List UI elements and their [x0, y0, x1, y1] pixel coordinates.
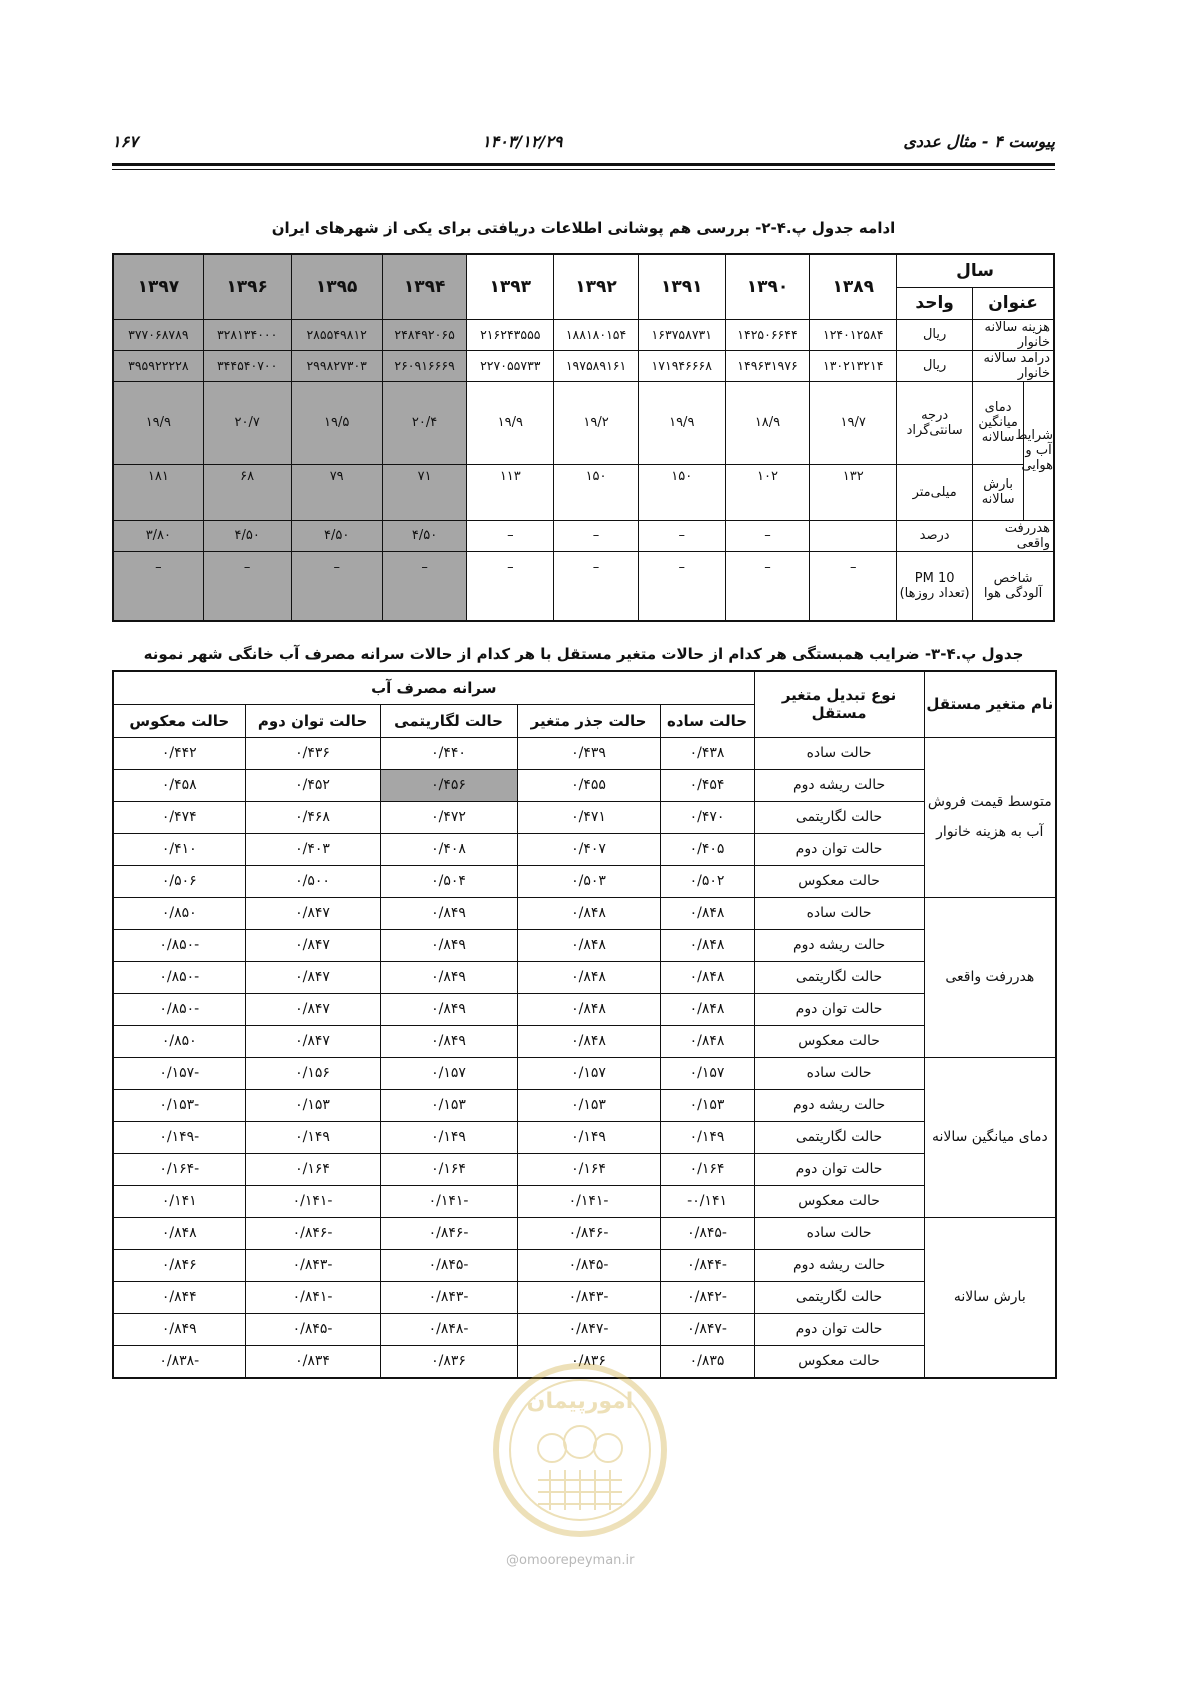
year-1390: ۱۳۹۰: [725, 254, 810, 319]
watermark-url: @omoorepeyman.ir: [506, 1553, 635, 1568]
correlation-cell: ۰/۴۳۶: [245, 737, 380, 769]
correlation-cell: ۰/۸۴۸: [113, 1217, 245, 1249]
transform-label: حالت لگاریتمی: [754, 961, 924, 993]
correlation-cell: ۰/۱۴۹: [380, 1121, 517, 1153]
cell: ۱۴۲۵۰۶۶۴۴: [725, 319, 810, 350]
header-title: عنوان: [973, 287, 1054, 319]
correlation-cell: ۰/۱۴۹: [245, 1121, 380, 1153]
correlation-cell: -۰/۸۵۰: [113, 961, 245, 993]
correlation-cell: ۰/۸۴۷: [245, 897, 380, 929]
correlation-cell: -۰/۱۴۱: [380, 1185, 517, 1217]
table-row: [113, 1089, 1056, 1121]
cell: –: [554, 520, 639, 551]
correlation-cell: ۰/۸۴۷: [245, 1025, 380, 1057]
cell: –: [467, 520, 554, 551]
cell: ۱۶۳۷۵۸۷۳۱: [638, 319, 725, 350]
correlation-cell: ۰/۸۴۹: [380, 929, 517, 961]
correlation-cell: ۰/۴۳۹: [517, 737, 660, 769]
cell: ۲۱۶۲۴۳۵۵۵: [467, 319, 554, 350]
correlation-cell: ۰/۴۰۷: [517, 833, 660, 865]
cell: ۱۹۷۵۸۹۱۶۱: [554, 350, 639, 381]
page-header: [112, 128, 1055, 166]
transform-label: حالت معکوس: [754, 865, 924, 897]
correlation-cell: ۰/۵۰۴: [380, 865, 517, 897]
correlation-cell: ۰/۴۰۸: [380, 833, 517, 865]
correlation-cell: ۰/۸۴۷: [245, 929, 380, 961]
cell: ۲۲۷۰۵۵۷۳۳: [467, 350, 554, 381]
cell: ۱۹/۲: [554, 381, 639, 464]
header-date: ۱۴۰۳/۱۲/۲۹: [482, 132, 563, 151]
transform-label: حالت لگاریتمی: [754, 1121, 924, 1153]
independent-variable-name: متوسط قیمت فروش آب به هزینه خانوار: [924, 737, 1056, 897]
cell: ۱۴۹۶۳۱۹۷۶: [725, 350, 810, 381]
correlation-cell: -۰/۱۵۳: [113, 1089, 245, 1121]
transform-label: حالت توان دوم: [754, 1153, 924, 1185]
transform-label: حالت ریشه دوم: [754, 1249, 924, 1281]
table-row: [113, 1249, 1056, 1281]
cell: ۱۳۰۲۱۳۲۱۴: [810, 350, 897, 381]
correlation-cell: -۰/۸۴۶: [380, 1217, 517, 1249]
table-row: [113, 737, 1056, 769]
transform-label: حالت توان دوم: [754, 833, 924, 865]
row-label: هدررفت واقعی: [973, 520, 1054, 551]
header-water-per-capita: سرانه مصرف آب: [113, 671, 754, 704]
cell: ۱۷۱۹۴۶۶۶۸: [638, 350, 725, 381]
row-unit: میلی‌متر: [897, 464, 973, 520]
correlation-cell: ۰/۸۴۹: [380, 897, 517, 929]
table-row: [113, 801, 1056, 833]
transform-label: حالت توان دوم: [754, 993, 924, 1025]
transform-label: حالت ریشه دوم: [754, 1089, 924, 1121]
correlation-cell: ۰/۸۳۶: [380, 1345, 517, 1378]
correlation-cell: ۰/۸۳۶: [517, 1345, 660, 1378]
table1-caption: ادامه جدول پ.۴-۲- بررسی هم پوشانی اطلاعات دریافتی برای یکی از شهرهای ایران: [271, 219, 896, 237]
correlation-cell: ۰/۴۵۲: [245, 769, 380, 801]
cell: –: [467, 551, 554, 621]
header-unit: واحد: [897, 287, 973, 319]
cell: ۱۹/۹: [467, 381, 554, 464]
table-row: [113, 1217, 1056, 1249]
header-dependent-state: حالت ساده: [660, 704, 754, 737]
correlation-cell: -۰/۸۵۰: [113, 929, 245, 961]
transform-label: حالت ریشه دوم: [754, 769, 924, 801]
correlation-cell: ۰/۱۵۷: [380, 1057, 517, 1089]
header-dependent-state: حالت جذر متغیر: [517, 704, 660, 737]
correlation-cell: -۰/۸۴۳: [245, 1249, 380, 1281]
header-dependent-state: حالت لگاریتمی: [380, 704, 517, 737]
cell: ۳۷۷۰۶۸۷۸۹: [113, 319, 203, 350]
correlation-cell: ۰/۸۵۰: [113, 897, 245, 929]
independent-variable-name: بارش سالانه: [924, 1217, 1056, 1378]
table-row: [113, 865, 1056, 897]
correlation-cell: ۰/۸۴۷: [245, 961, 380, 993]
correlation-cell: ۰/۴۷۰: [660, 801, 754, 833]
correlation-cell: ۰/۸۴۹: [113, 1313, 245, 1345]
cell: ۱۸۱: [113, 464, 203, 520]
year-1392: ۱۳۹۲: [554, 254, 639, 319]
transform-label: حالت لگاریتمی: [754, 801, 924, 833]
transform-label: حالت معکوس: [754, 1185, 924, 1217]
cell: ۲۹۹۸۲۷۳۰۳: [291, 350, 382, 381]
correlation-cell: ۰/۴۵۴: [660, 769, 754, 801]
data-overlap-table: [112, 253, 1055, 622]
cell: ۱۵۰: [554, 464, 639, 520]
correlation-cell: -۰/۱۴۱: [245, 1185, 380, 1217]
correlation-cell: -۰/۸۴۱: [245, 1281, 380, 1313]
transform-label: حالت ساده: [754, 1217, 924, 1249]
cell: ۲۶۰۹۱۶۶۶۹: [382, 350, 467, 381]
cell: –: [810, 551, 897, 621]
correlation-cell: ۰/۱۵۳: [660, 1089, 754, 1121]
row-unit: درجه سانتی‌گراد: [897, 381, 973, 464]
table-row: [113, 897, 1056, 929]
correlation-cell: ۰/۱۴۱: [113, 1185, 245, 1217]
cell: ۱۳۲: [810, 464, 897, 520]
correlation-cell: ۰/۵۰۰: [245, 865, 380, 897]
row-label: هزینه سالانه خانوار: [973, 319, 1054, 350]
watermark-logo-text: امورپیمان: [526, 1389, 634, 1414]
correlation-cell: ۰/۵۰۳: [517, 865, 660, 897]
correlation-cell: ۰/۱۵۶: [245, 1057, 380, 1089]
cell: ۱۸۸۱۸۰۱۵۴: [554, 319, 639, 350]
cell: ۱۱۳: [467, 464, 554, 520]
row-unit: ریال: [897, 350, 973, 381]
header-rule-thin: [112, 169, 1055, 170]
correlation-cell: ۰/۸۳۵: [660, 1345, 754, 1378]
header-rule: [112, 163, 1055, 166]
correlation-cell: -۰/۸۴۷: [517, 1313, 660, 1345]
correlation-cell: ۰/۸۴۷: [245, 993, 380, 1025]
table-row: [113, 1057, 1056, 1089]
cell: ۲۴۸۴۹۲۰۶۵: [382, 319, 467, 350]
cell: –: [554, 551, 639, 621]
correlation-cell: ۰/۴۵۶: [380, 769, 517, 801]
correlation-cell: ۰/۸۴۹: [380, 961, 517, 993]
correlation-cell: ۰/۴۱۰: [113, 833, 245, 865]
table-row: [113, 833, 1056, 865]
correlation-cell: -۰/۸۳۸: [113, 1345, 245, 1378]
cell: –: [291, 551, 382, 621]
correlation-cell: ۰/۸۴۴: [113, 1281, 245, 1313]
table-row: [113, 1121, 1056, 1153]
cell: ۳/۸۰: [113, 520, 203, 551]
correlation-cell: ۰/۴۰۳: [245, 833, 380, 865]
correlation-cell: ۰/۱۶۴: [660, 1153, 754, 1185]
correlation-cell: -۰/۸۴۷: [660, 1313, 754, 1345]
cell: ۲۰/۷: [203, 381, 291, 464]
independent-variable-name: دمای میانگین سالانه: [924, 1057, 1056, 1217]
correlation-cell: -۰/۸۴۸: [380, 1313, 517, 1345]
year-1394: ۱۳۹۴: [382, 254, 467, 319]
row-label: درامد سالانه خانوار: [973, 350, 1054, 381]
correlation-cell: -۰/۸۴۵: [660, 1217, 754, 1249]
correlation-cell: ۰/۴۵۵: [517, 769, 660, 801]
correlation-cell: ۰/۱۵۷: [517, 1057, 660, 1089]
correlation-cell: ۰/۱۵۷: [660, 1057, 754, 1089]
correlation-cell: ۰/۸۴۸: [517, 961, 660, 993]
cell: ۱۹/۹: [113, 381, 203, 464]
correlation-cell: ۰/۸۴۶: [113, 1249, 245, 1281]
row-unit: درصد: [897, 520, 973, 551]
correlation-cell: -۰/۸۵۰: [113, 993, 245, 1025]
cell: –: [638, 520, 725, 551]
cell: ۳۹۵۹۲۲۲۲۸: [113, 350, 203, 381]
cell: ۱۹/۵: [291, 381, 382, 464]
correlation-cell: ۰/۴۷۴: [113, 801, 245, 833]
cell: –: [382, 551, 467, 621]
correlation-cell: ۰/۴۴۲: [113, 737, 245, 769]
correlation-cell: ۰/۸۴۸: [660, 897, 754, 929]
table-row: [113, 929, 1056, 961]
correlation-cell: ۰/۸۴۸: [517, 897, 660, 929]
table-row: [113, 1185, 1056, 1217]
transform-label: حالت معکوس: [754, 1345, 924, 1378]
table-row: [113, 1153, 1056, 1185]
cell: ۲۸۵۵۴۹۸۱۲: [291, 319, 382, 350]
cell: ۱۸/۹: [725, 381, 810, 464]
correlation-cell: -۰/۸۴۴: [660, 1249, 754, 1281]
correlation-cell: -۰/۱۵۷: [113, 1057, 245, 1089]
correlation-cell: ۰/۸۴۸: [660, 929, 754, 961]
correlation-cell: ۰/۴۴۰: [380, 737, 517, 769]
cell: ۱۲۴۰۱۲۵۸۴: [810, 319, 897, 350]
correlation-table: [112, 670, 1057, 1379]
transform-label: حالت توان دوم: [754, 1313, 924, 1345]
climate-group-label: شرایط آب و هوایی: [1024, 381, 1054, 520]
transform-label: حالت ساده: [754, 737, 924, 769]
correlation-cell: -۰/۱۶۴: [113, 1153, 245, 1185]
correlation-cell: -۰/۱۴۹: [113, 1121, 245, 1153]
correlation-cell: ۰/۸۴۹: [380, 993, 517, 1025]
transform-label: حالت معکوس: [754, 1025, 924, 1057]
correlation-cell: ۰/۴۷۱: [517, 801, 660, 833]
cell: ۴/۵۰: [382, 520, 467, 551]
correlation-cell: ۰/۱۶۴: [517, 1153, 660, 1185]
correlation-cell: ۰/۱۵۳: [245, 1089, 380, 1121]
cell: ۲۰/۴: [382, 381, 467, 464]
correlation-cell: ۰/۱۴۱-: [660, 1185, 754, 1217]
table-row: [113, 961, 1056, 993]
header-year: سال: [897, 254, 1054, 287]
header-dependent-state: حالت توان دوم: [245, 704, 380, 737]
independent-variable-name: هدررفت واقعی: [924, 897, 1056, 1057]
table-row: [113, 1025, 1056, 1057]
cell: [810, 520, 897, 551]
cell: ۶۸: [203, 464, 291, 520]
correlation-cell: ۰/۸۴۸: [517, 993, 660, 1025]
correlation-cell: ۰/۴۳۸: [660, 737, 754, 769]
year-1397: ۱۳۹۷: [113, 254, 203, 319]
cell: ۳۲۸۱۳۴۰۰۰: [203, 319, 291, 350]
correlation-cell: -۰/۸۴۵: [380, 1249, 517, 1281]
correlation-cell: ۰/۴۰۵: [660, 833, 754, 865]
watermark-logo-icon: [490, 1360, 670, 1540]
cell: –: [725, 551, 810, 621]
header-var-name: نام متغیر مستقل: [924, 671, 1056, 737]
cell: –: [113, 551, 203, 621]
correlation-cell: ۰/۸۴۸: [517, 1025, 660, 1057]
table2-caption: جدول پ.۴-۳- ضرایب همبستگی هر کدام از حالات متغیر مستقل با هر کدام از حالات سرانه مصرف آب خانگی شهر نمونه: [143, 645, 1024, 663]
cell: ۱۹/۹: [638, 381, 725, 464]
correlation-cell: ۰/۵۰۲: [660, 865, 754, 897]
table-row: [113, 1281, 1056, 1313]
cell: –: [725, 520, 810, 551]
cell: ۱۹/۷: [810, 381, 897, 464]
cell: ۴/۵۰: [203, 520, 291, 551]
cell: ۴/۵۰: [291, 520, 382, 551]
cell: –: [638, 551, 725, 621]
correlation-cell: ۰/۸۴۸: [660, 993, 754, 1025]
correlation-cell: -۰/۸۴۳: [517, 1281, 660, 1313]
correlation-cell: ۰/۸۴۸: [517, 929, 660, 961]
year-1393: ۱۳۹۳: [467, 254, 554, 319]
cell: ۷۱: [382, 464, 467, 520]
transform-label: حالت لگاریتمی: [754, 1281, 924, 1313]
correlation-cell: ۰/۱۴۹: [517, 1121, 660, 1153]
correlation-cell: ۰/۸۴۹: [380, 1025, 517, 1057]
transform-label: حالت ریشه دوم: [754, 929, 924, 961]
correlation-cell: ۰/۱۶۴: [380, 1153, 517, 1185]
correlation-cell: ۰/۸۴۸: [660, 1025, 754, 1057]
row-label: بارش سالانه: [973, 464, 1024, 520]
cell: ۱۰۲: [725, 464, 810, 520]
cell: –: [203, 551, 291, 621]
year-1391: ۱۳۹۱: [638, 254, 725, 319]
correlation-cell: -۰/۸۴۲: [660, 1281, 754, 1313]
correlation-cell: ۰/۱۵۳: [517, 1089, 660, 1121]
correlation-cell: ۰/۴۵۸: [113, 769, 245, 801]
cell: ۱۵۰: [638, 464, 725, 520]
correlation-cell: -۰/۱۴۱: [517, 1185, 660, 1217]
transform-label: حالت ساده: [754, 897, 924, 929]
correlation-cell: ۰/۵۰۶: [113, 865, 245, 897]
row-label: دمای میانگین سالانه: [973, 381, 1024, 464]
correlation-cell: ۰/۸۳۴: [245, 1345, 380, 1378]
year-1395: ۱۳۹۵: [291, 254, 382, 319]
correlation-cell: ۰/۱۴۹: [660, 1121, 754, 1153]
header-transform: نوع تبدیل متغیر مستقل: [754, 671, 924, 737]
cell: ۷۹: [291, 464, 382, 520]
correlation-cell: ۰/۱۵۳: [380, 1089, 517, 1121]
section-title: پیوست ۴ - مثال عددی: [903, 132, 1055, 151]
correlation-cell: ۰/۴۶۸: [245, 801, 380, 833]
year-1389: ۱۳۸۹: [810, 254, 897, 319]
correlation-cell: -۰/۸۴۵: [517, 1249, 660, 1281]
correlation-cell: -۰/۸۴۳: [380, 1281, 517, 1313]
correlation-cell: ۰/۱۶۴: [245, 1153, 380, 1185]
row-unit: PM 10 (تعداد روزها): [897, 551, 973, 621]
table-row: [113, 769, 1056, 801]
table-row: [113, 1313, 1056, 1345]
table-row: [113, 993, 1056, 1025]
correlation-cell: -۰/۸۴۶: [245, 1217, 380, 1249]
page-number: ۱۶۷: [112, 132, 138, 151]
transform-label: حالت ساده: [754, 1057, 924, 1089]
correlation-cell: ۰/۸۵۰: [113, 1025, 245, 1057]
row-unit: ریال: [897, 319, 973, 350]
header-dependent-state: حالت معکوس: [113, 704, 245, 737]
row-label: شاخص آلودگی هوا: [973, 551, 1054, 621]
correlation-cell: -۰/۸۴۶: [517, 1217, 660, 1249]
correlation-cell: ۰/۸۴۸: [660, 961, 754, 993]
cell: ۳۴۴۵۴۰۷۰۰: [203, 350, 291, 381]
year-1396: ۱۳۹۶: [203, 254, 291, 319]
correlation-cell: ۰/۴۷۲: [380, 801, 517, 833]
correlation-cell: -۰/۸۴۵: [245, 1313, 380, 1345]
